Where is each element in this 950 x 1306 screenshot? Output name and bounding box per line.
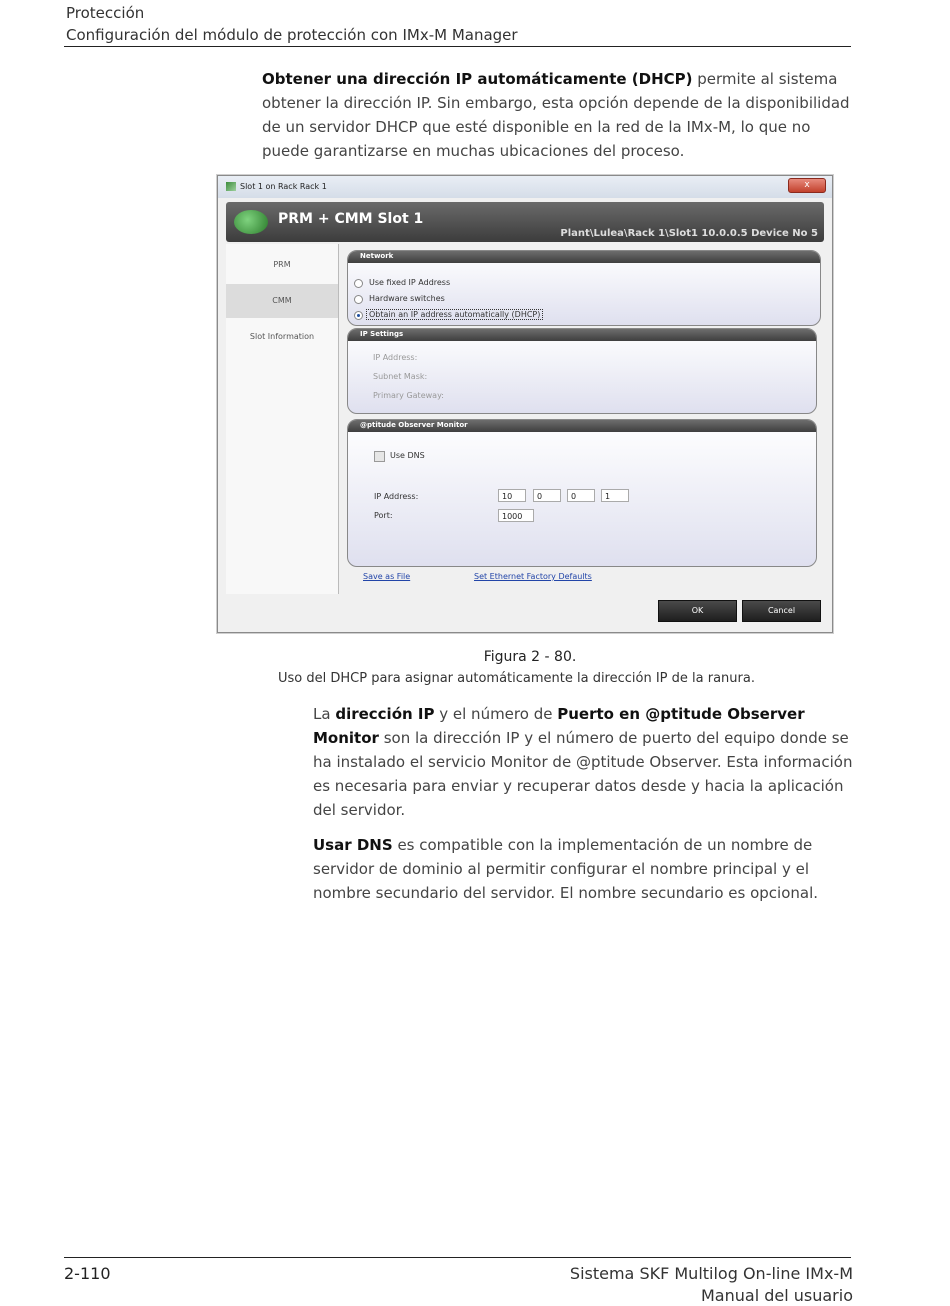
ip-octet-4-input[interactable]: 1: [601, 489, 629, 502]
ip-octet-2-input[interactable]: 0: [533, 489, 561, 502]
dialog-titlebar: [218, 176, 832, 198]
port-label: Port:: [374, 511, 393, 520]
sidebar: [226, 244, 338, 594]
running-header-title: Configuración del módulo de protección con IMx-M Manager: [66, 26, 518, 44]
radio-hardware-switches[interactable]: [354, 295, 363, 304]
p2-text-1: La: [313, 705, 336, 723]
radio-fixed-ip[interactable]: [354, 279, 363, 288]
radio-hardware-switches-label: Hardware switches: [369, 294, 445, 303]
close-button[interactable]: x: [788, 178, 826, 193]
network-group-title: Network: [360, 252, 394, 260]
p2-text-2: y el número de: [434, 705, 558, 723]
port-input[interactable]: 1000: [498, 509, 534, 522]
ip-settings-header: [348, 329, 816, 341]
ip-settings-title: IP Settings: [360, 330, 404, 338]
ip-octet-3-input[interactable]: 0: [567, 489, 595, 502]
banner-title: PRM + CMM Slot 1: [278, 211, 424, 227]
radio-fixed-ip-label: Use fixed IP Address: [369, 278, 451, 287]
radio-dhcp[interactable]: [354, 311, 363, 320]
use-dns-checkbox[interactable]: [374, 451, 385, 462]
page-number: 2-110: [64, 1264, 111, 1283]
sidebar-item-slot-information[interactable]: Slot Information: [249, 332, 315, 341]
p2-bold-1: dirección IP: [335, 705, 435, 723]
figure-caption: Uso del DHCP para asignar automáticamente la dirección IP de la ranura.: [278, 671, 755, 686]
save-as-file-link[interactable]: Save as File: [363, 572, 411, 581]
subnet-mask-label: Subnet Mask:: [373, 372, 428, 381]
sidebar-divider: [338, 244, 339, 594]
ip-octet-1-input[interactable]: 10: [498, 489, 526, 502]
p3-text: es compatible con la implementación de un nombre de servidor de dominio al permitir configurar el nombre principal y el nombre secundario del servidor. El nombre secundario es opcional.: [313, 836, 819, 902]
ip-settings-group: [347, 328, 817, 414]
p3-bold: Usar DNS: [313, 836, 393, 854]
dialog-title: Slot 1 on Rack Rack 1: [240, 182, 327, 191]
cancel-button[interactable]: Cancel: [742, 600, 821, 622]
banner-path: Plant\Lulea\Rack 1\Slot1 10.0.0.5 Device No 5: [560, 228, 818, 239]
p2-bold-2: Puerto en @ptitude Observer Monitor: [313, 705, 805, 747]
slot-dialog-screenshot: [217, 175, 833, 633]
footer-product: Sistema SKF Multilog On-line IMx-M: [569, 1264, 853, 1283]
primary-gateway-label: Primary Gateway:: [373, 391, 444, 400]
network-group-header: [348, 251, 820, 263]
intro-text: permite al sistema obtener la dirección IP. Sin embargo, esta opción depende de la disponibilidad de un servidor DHCP que esté disponible en la red de la IMx-M, lo que no puede garantizarse en muchas ubicaciones del proceso.: [262, 70, 850, 160]
radio-dhcp-label: Obtain an IP address automatically (DHCP): [366, 309, 543, 320]
figure-number: Figura 2 - 80.: [483, 649, 577, 665]
factory-defaults-link[interactable]: Set Ethernet Factory Defaults: [474, 572, 592, 581]
ip-address-label: IP Address:: [373, 353, 418, 362]
observer-monitor-group: [347, 419, 817, 567]
network-group: [347, 250, 821, 326]
observer-monitor-title: @ptitude Observer Monitor: [360, 421, 468, 429]
intro-bold: Obtener una dirección IP automáticamente (DHCP): [262, 70, 693, 88]
ok-button[interactable]: OK: [658, 600, 737, 622]
observer-monitor-header: [348, 420, 816, 432]
p2-text-3: son la dirección IP y el número de puerto del equipo donde se ha instalado el servicio Monitor de @ptitude Observer. Esta información es necesaria para enviar y recuperar datos desde y hacia la aplicación del servidor.: [313, 729, 853, 819]
ip-port-paragraph: [313, 702, 853, 822]
footer-manual: Manual del usuario: [701, 1286, 853, 1305]
window-icon: [226, 182, 236, 191]
footer-rule: [64, 1257, 851, 1258]
running-header-section: Protección: [66, 4, 145, 22]
dns-paragraph: [313, 833, 853, 905]
sidebar-item-prm[interactable]: PRM: [273, 260, 291, 269]
observer-ip-label: IP Address:: [374, 492, 419, 501]
use-dns-label: Use DNS: [390, 451, 425, 460]
module-logo-icon: [234, 210, 268, 234]
dialog-banner: [226, 202, 824, 242]
header-rule: [64, 46, 851, 47]
sidebar-item-cmm[interactable]: CMM: [226, 284, 338, 318]
intro-paragraph: [262, 67, 852, 163]
